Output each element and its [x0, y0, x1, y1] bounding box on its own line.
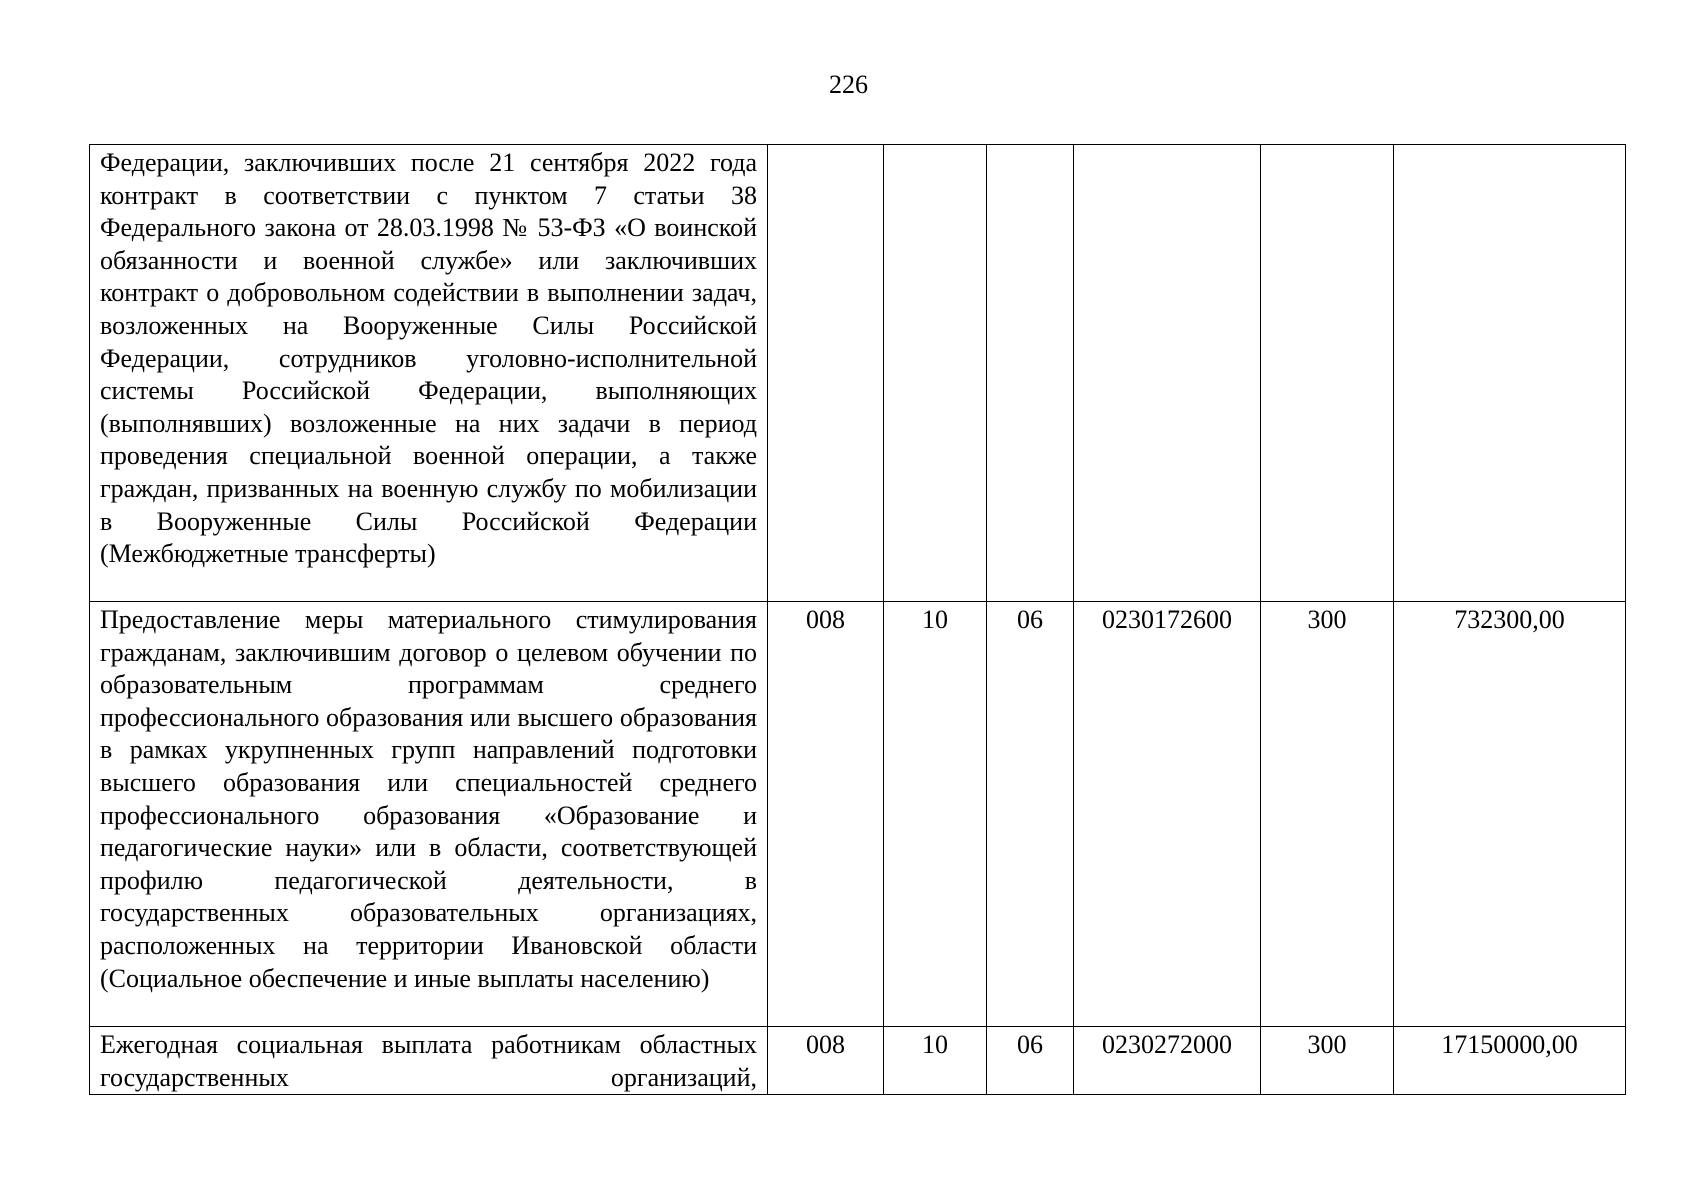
subsection-code: 06: [987, 602, 1074, 1027]
expense-description: Ежегодная социальная выплата работникам областных государственных организаций,: [90, 1027, 768, 1095]
table-row: [90, 145, 1626, 602]
ministry-code: [768, 145, 884, 602]
ministry-code: 008: [768, 1027, 884, 1095]
page-number: 226: [829, 70, 868, 99]
expense-description: Федерации, заключивших после 21 сентября 2022 года контракт в соответствии с пунктом 7 статьи 38 Федерального закона от 28.03.1998 № 53-ФЗ «О воинской обязанности и военной службе» или заключивших контракт о добровольном содействии в выполнении задач, возложенных на Вооруженные Силы Российской Федерации, сотрудников уголовно-исполнительной системы Российской Федерации, выполняющих (выполнявших) возложенные на них задачи в период проведения специальной военной операции, а также граждан, призванных на военную службу по мобилизации в Вооруженные Силы Российской Федерации (Межбюджетные трансферты): [90, 145, 768, 602]
amount: 732300,00: [1394, 602, 1626, 1027]
table-row: [90, 1027, 1626, 1095]
subsection-code: [987, 145, 1074, 602]
ministry-code: 008: [768, 602, 884, 1027]
subsection-code: 06: [987, 1027, 1074, 1095]
target-article-code: 0230272000: [1074, 1027, 1261, 1095]
expense-type-code: [1261, 145, 1394, 602]
amount: 17150000,00: [1394, 1027, 1626, 1095]
section-code: [884, 145, 987, 602]
section-code: 10: [884, 602, 987, 1027]
table-row: [90, 602, 1626, 1027]
expense-description: Предоставление меры материального стимулирования гражданам, заключившим договор о целевом обучении по образовательным программам среднего профессионального образования или высшего образования в рамках укрупненных групп направлений подготовки высшего образования или специальностей среднего профессионального образования «Образование и педагогические науки» или в области, соответствующей профилю педагогической деятельности, в государственных образовательных организациях, расположенных на территории Ивановской области (Социальное обеспечение и иные выплаты населению): [90, 602, 768, 1027]
expense-type-code: 300: [1261, 1027, 1394, 1095]
target-article-code: 0230172600: [1074, 602, 1261, 1027]
amount: [1394, 145, 1626, 602]
section-code: 10: [884, 1027, 987, 1095]
budget-table: [89, 144, 1626, 1095]
target-article-code: [1074, 145, 1261, 602]
expense-type-code: 300: [1261, 602, 1394, 1027]
